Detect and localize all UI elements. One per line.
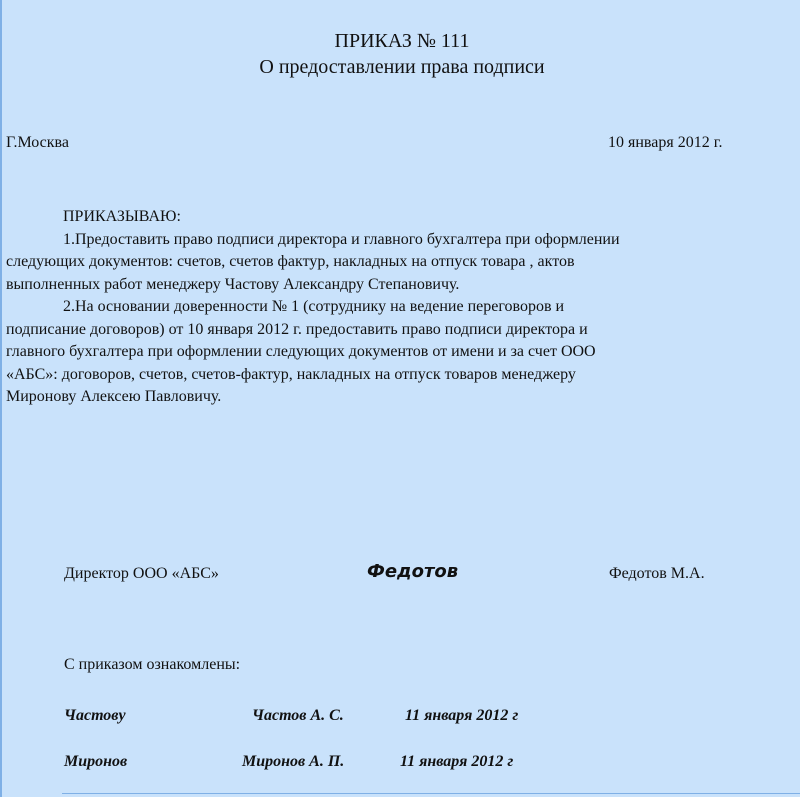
bottom-divider (62, 793, 800, 794)
document-date: 10 января 2012 г. (608, 134, 723, 151)
ack-name: Миронов (64, 753, 128, 770)
order-item-1 (6, 229, 786, 297)
item1-line: 1.Предоставить право подписи директора и главного бухгалтера при оформлении (63, 230, 620, 248)
document-subtitle: О предоставлении права подписи (259, 56, 545, 78)
ack-date: 11 января 2012 г (400, 753, 514, 770)
acknowledged-label: С приказом ознакомлены: (64, 656, 241, 673)
signature-position: Директор ООО «АБС» (64, 565, 219, 582)
item2-line: подписание договоров) от 10 января 2012 г. предоставить право подписи директора и (6, 320, 588, 338)
document-city: Г.Москва (6, 134, 69, 151)
item2-line: Миронову Алексею Павловичу. (6, 388, 222, 405)
document-body (6, 206, 786, 409)
order-item-2 (6, 296, 786, 409)
item2-line: «АБС»: договоров, счетов, счетов-фактур, накладных на отпуск товаров менеджеру (6, 365, 576, 383)
item1-line: выполненных работ менеджеру Частову Александру Степановичу. (6, 275, 460, 293)
item2-line: главного бухгалтера при оформлении следующих документов от имени и за счет ООО (6, 343, 596, 360)
ack-signature: Миронов А. П. (242, 753, 345, 770)
signature-name: Федотов М.А. (609, 565, 705, 582)
item2-line: 2.На основании доверенности № 1 (сотруднику на ведение переговоров и (63, 298, 565, 315)
document-title: ПРИКАЗ № 111 (334, 30, 470, 52)
ack-signature: Частов А. С. (252, 707, 344, 724)
ack-name: Частову (64, 707, 126, 724)
order-word: ПРИКАЗЫВАЮ: (63, 208, 181, 225)
ack-date: 11 января 2012 г (405, 707, 519, 724)
handwritten-signature: Федотов (367, 561, 459, 582)
item1-line: следующих документов: счетов, счетов фактур, накладных на отпуск товара , актов (6, 253, 575, 270)
